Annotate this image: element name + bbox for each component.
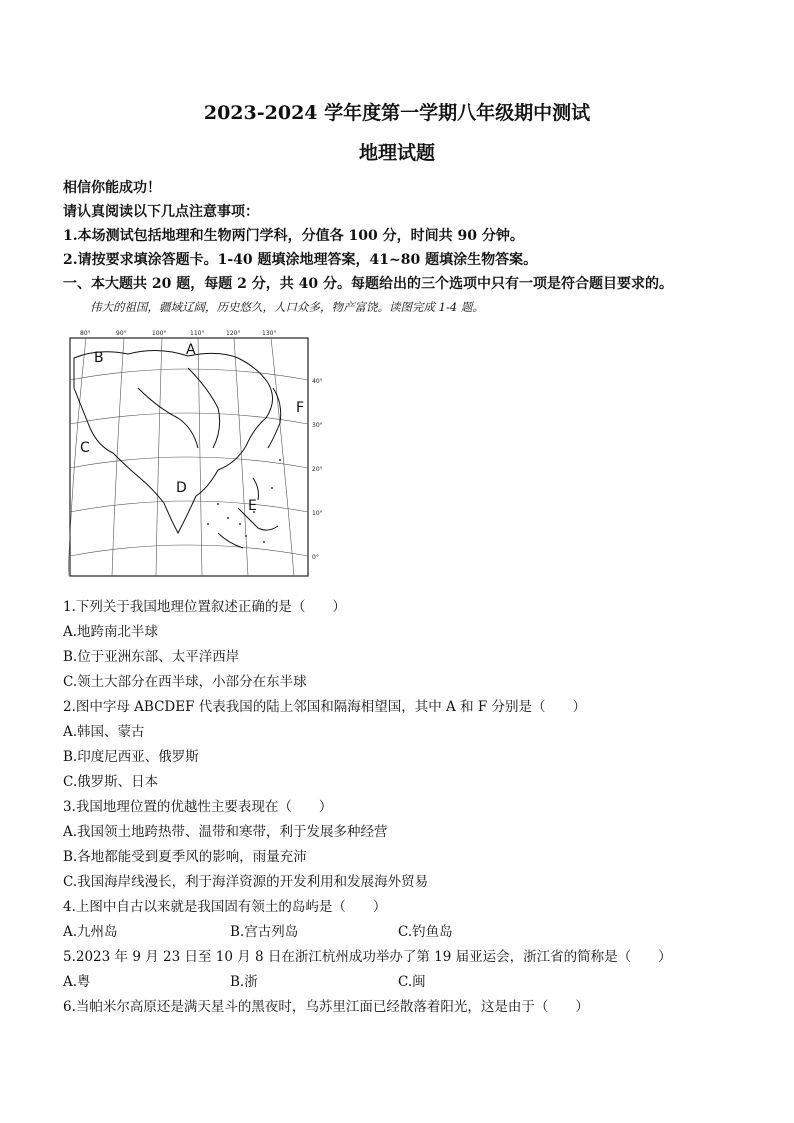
question-3-option-c: C.我国海岸线漫长，利于海洋资源的开发利用和发展海外贸易 <box>63 874 429 890</box>
question-2-stem: 2.图中字母 ABCDEF 代表我国的陆上邻国和隔海相望国，其中 A 和 F 分别是（ ） <box>63 699 587 715</box>
question-1-option-a: A.地跨南北半球 <box>63 624 159 640</box>
question-4-option-c: C.钓鱼岛 <box>398 924 453 940</box>
exam-subtitle: 地理试题 <box>358 142 435 164</box>
longitude-tick-label: 130° <box>262 330 277 337</box>
map-label-a: A <box>186 342 196 358</box>
section-heading: 一、本大题共 20 题，每题 2 分，共 40 分。每题给出的三个选项中只有一项是符合题目要求的。 <box>63 276 673 292</box>
question-6-stem: 6.当帕米尔高原还是满天星斗的黑夜时，乌苏里江面已经散落着阳光，这是由于（ ） <box>63 999 589 1015</box>
question-4-stem: 4.上图中自古以来就是我国固有领土的岛屿是（ ） <box>63 899 387 915</box>
question-5-stem: 5.2023 年 9 月 23 日至 10 月 8 日在浙江杭州成功举办了第 19 届亚运会，浙江省的简称是（ ） <box>63 949 672 965</box>
question-1-option-c: C.领土大部分在西半球，小部分在东半球 <box>63 674 307 690</box>
longitude-tick-label: 80° <box>80 330 91 337</box>
note-item-2: 2.请按要求填涂答题卡。1-40 题填涂地理答案，41~80 题填涂生物答案。 <box>63 252 538 268</box>
latitude-tick-label: 20° <box>312 466 323 473</box>
question-3-option-a: A.我国领土地跨热带、温带和寒带，利于发展多种经营 <box>63 824 388 840</box>
question-2-option-b: B.印度尼西亚、俄罗斯 <box>63 749 199 765</box>
question-2-option-a: A.韩国、蒙古 <box>63 724 145 740</box>
question-3-stem: 3.我国地理位置的优越性主要表现在（ ） <box>63 799 333 815</box>
longitude-tick-label: 90° <box>116 330 127 337</box>
map-label-d: D <box>176 480 187 496</box>
question-3-option-b: B.各地都能受到夏季风的影响，雨量充沛 <box>63 849 307 865</box>
note-item-1: 1.本场测试包括地理和生物两门学科，分值各 100 分，时间共 90 分钟。 <box>63 228 524 244</box>
map-label-e: E <box>248 498 257 514</box>
longitude-tick-label: 100° <box>152 330 167 337</box>
map-label-f: F <box>296 400 305 416</box>
question-1-stem: 1.下列关于我国地理位置叙述正确的是（ ） <box>63 599 346 615</box>
question-4-option-a: A.九州岛 <box>63 924 118 940</box>
map-label-c: C <box>80 440 90 456</box>
latitude-tick-label: 10° <box>312 510 323 517</box>
asia-map-figure <box>68 328 330 580</box>
longitude-tick-label: 110° <box>190 330 205 337</box>
question-2-option-c: C.俄罗斯、日本 <box>63 774 159 790</box>
question-1-option-b: B.位于亚洲东部、太平洋西岸 <box>63 649 240 665</box>
question-4-option-b: B.宫古列岛 <box>230 924 299 940</box>
map-label-b: B <box>94 350 104 366</box>
latitude-tick-label: 30° <box>312 422 323 429</box>
latitude-tick-label: 0° <box>312 554 319 561</box>
exam-title: 2023-2024 学年度第一学期八年级期中测试 <box>203 102 591 124</box>
reading-lead: 伟大的祖国，疆域辽阔，历史悠久，人口众多，物产富饶。读图完成 1-4 题。 <box>90 300 484 314</box>
question-5-option-b: B.浙 <box>230 974 258 990</box>
cheer-text: 相信你能成功！ <box>63 180 161 196</box>
notes-heading: 请认真阅读以下几点注意事项： <box>63 204 259 220</box>
longitude-tick-label: 120° <box>226 330 241 337</box>
question-5-option-c: C.闽 <box>398 974 426 990</box>
latitude-tick-label: 40° <box>312 378 323 385</box>
question-5-option-a: A.粤 <box>63 974 91 990</box>
